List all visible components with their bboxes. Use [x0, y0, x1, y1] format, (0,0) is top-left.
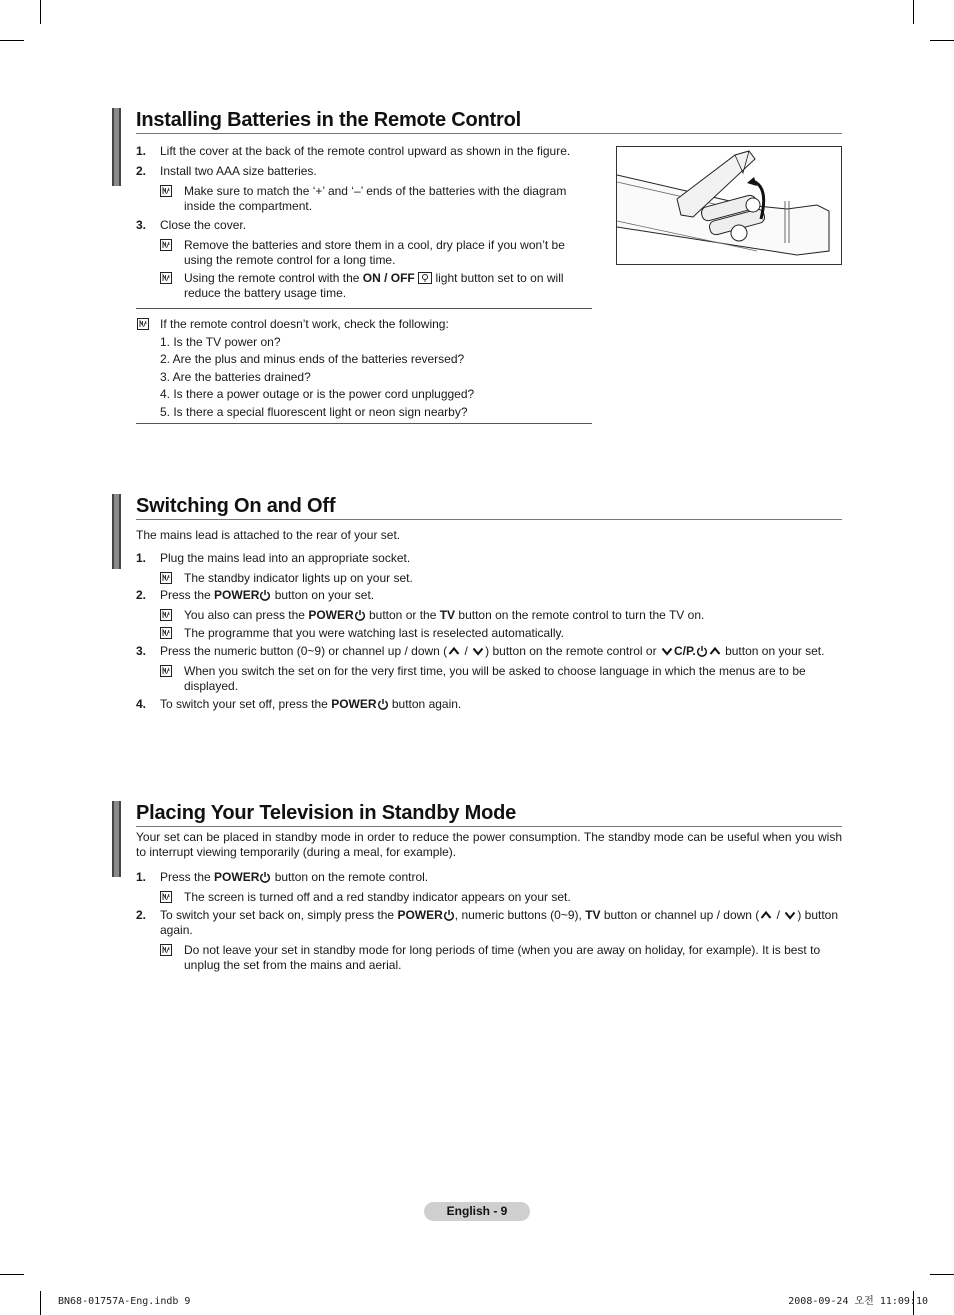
intro-text: Your set can be placed in standby mode in order to reduce the power consumption. The standby mode can be useful when you wish to interrupt viewing temporarily (during a meal, for example).: [136, 830, 842, 859]
note: [160, 184, 588, 214]
note: [160, 238, 588, 268]
crop-mark: [930, 40, 954, 41]
note-icon: [160, 185, 172, 197]
step-number: 3.: [136, 644, 147, 658]
note-icon: [160, 609, 172, 621]
step-number: 1.: [136, 870, 147, 884]
note-text: When you switch the set on for the very first time, you will be asked to choose language in which the menus are to be displayed.: [184, 664, 806, 693]
footer-file-name: BN68-01757A-Eng.indb 9: [58, 1296, 191, 1307]
remote-illustration: [617, 147, 841, 264]
power-icon: [377, 698, 389, 710]
text-run: button on your set.: [721, 644, 825, 658]
text-run: /: [773, 908, 784, 922]
text-run: button again.: [388, 697, 462, 711]
step-3: [136, 644, 842, 659]
note: [160, 626, 842, 641]
note-icon: [160, 944, 172, 956]
note-icon: [160, 891, 172, 903]
note-icon: [160, 665, 172, 677]
power-icon: [354, 609, 366, 621]
note-text: Make sure to match the ‘+’ and ‘–’ ends of the batteries with the diagram inside the compartment.: [184, 184, 567, 213]
section-bar: [112, 108, 121, 186]
crop-mark: [0, 1274, 24, 1275]
step-text: [160, 908, 842, 938]
chevron-down-icon: [660, 645, 674, 657]
text-run: , numeric buttons (0~9),: [454, 908, 586, 922]
section-body: [136, 144, 588, 301]
step-2: [136, 588, 842, 603]
tv-label: TV: [585, 908, 601, 922]
step-2: [136, 164, 588, 179]
step-text: Lift the cover at the back of the remote control upward as shown in the figure.: [160, 144, 571, 158]
text-run: You also can press the: [184, 608, 309, 622]
crop-mark: [913, 0, 914, 24]
note: [160, 271, 588, 301]
note-text: light button set to on will reduce the battery usage time.: [184, 271, 564, 300]
text-run: /: [461, 644, 472, 658]
step-text: [160, 697, 842, 712]
note: [160, 664, 842, 694]
section-title: Installing Batteries in the Remote Control: [136, 108, 842, 134]
step-text: Install two AAA size batteries.: [160, 164, 317, 178]
footer-timestamp: 2008-09-24 오전 11:09:10: [788, 1296, 928, 1307]
step-4: [136, 697, 842, 712]
remote-battery-figure: [616, 146, 842, 265]
step-1: [136, 144, 588, 159]
note-icon: [160, 572, 172, 584]
text-run: To switch your set off, press the: [160, 697, 332, 711]
text-run: ) button on the remote control or: [485, 644, 660, 658]
note-text: Remove the batteries and store them in a cool, dry place if you won’t be using the remote control for a long time.: [184, 238, 565, 267]
cp-label: C/P.: [673, 644, 696, 658]
list-item: 5. Is there a special fluorescent light or neon sign nearby?: [160, 404, 468, 419]
power-icon: [259, 871, 271, 883]
text-run: To switch your set back on, simply press the: [160, 908, 398, 922]
note-icon: [160, 272, 172, 284]
chevron-up-icon: [759, 909, 773, 921]
power-label: POWER: [214, 588, 260, 602]
step-1: [136, 551, 842, 566]
text-run: ) button again.: [160, 908, 839, 937]
page-number-badge: English - 9: [424, 1202, 530, 1221]
chevron-up-icon: [447, 645, 461, 657]
note-text: The standby indicator lights up on your set.: [184, 571, 413, 585]
step-text: [160, 588, 842, 603]
step-2: [136, 908, 842, 938]
power-label: POWER: [214, 870, 260, 884]
note-text: Using the remote control with the: [184, 271, 363, 285]
section-bar: [112, 494, 121, 569]
note-text: The screen is turned off and a red standby indicator appears on your set.: [184, 890, 571, 904]
power-icon: [443, 909, 455, 921]
step-text: [160, 870, 842, 885]
step-3: [136, 218, 588, 233]
list-item: 1. Is the TV power on?: [160, 334, 281, 349]
list-item: 2. Are the plus and minus ends of the batteries reversed?: [160, 352, 465, 366]
note-icon: [160, 239, 172, 251]
troubleshooting-note: [136, 308, 592, 424]
power-label: POWER: [308, 608, 354, 622]
step-number: 1.: [136, 144, 147, 158]
text-run: Press the numeric button (0~9) or channel up / down (: [160, 644, 448, 658]
on-off-label: ON / OFF: [362, 271, 415, 285]
section-title: Placing Your Television in Standby Mode: [136, 801, 842, 827]
section-body: [136, 830, 842, 973]
power-label: POWER: [397, 908, 443, 922]
note: [160, 890, 842, 905]
intro-text: The mains lead is attached to the rear of your set.: [136, 528, 401, 542]
chevron-down-icon: [471, 645, 485, 657]
step-number: 1.: [136, 551, 147, 565]
text-run: Press the: [160, 870, 215, 884]
note: [160, 608, 842, 623]
step-number: 3.: [136, 218, 147, 232]
step-text: Close the cover.: [160, 218, 247, 232]
step-1: [136, 870, 842, 885]
text-run: button on the remote control to turn the TV on.: [455, 608, 705, 622]
text-run: button or the: [365, 608, 440, 622]
tv-label: TV: [439, 608, 456, 622]
step-text: Plug the mains lead into an appropriate socket.: [160, 551, 411, 565]
note: [160, 571, 842, 586]
power-icon: [259, 589, 271, 601]
text-run: button on the remote control.: [271, 870, 429, 884]
note-icon: [160, 627, 172, 639]
note-icon: [137, 318, 149, 330]
light-button-icon: [418, 272, 432, 284]
crop-mark: [40, 1291, 41, 1315]
chevron-down-icon: [783, 909, 797, 921]
note: [160, 943, 842, 973]
step-number: 2.: [136, 588, 147, 602]
note-text: Do not leave your set in standby mode for long periods of time (when you are away on holiday, for example). It is best to unplug the set from the mains and aerial.: [184, 943, 821, 972]
section-bar: [112, 801, 121, 877]
step-number: 2.: [136, 908, 147, 922]
power-icon: [696, 645, 708, 657]
note-intro: If the remote control doesn’t work, check the following:: [160, 317, 449, 331]
text-run: Press the: [160, 588, 215, 602]
step-number: 4.: [136, 697, 147, 711]
note-text: The programme that you were watching last is reselected automatically.: [184, 626, 564, 640]
step-number: 2.: [136, 164, 147, 178]
crop-mark: [930, 1274, 954, 1275]
chevron-up-icon: [708, 645, 722, 657]
section-title: Switching On and Off: [136, 494, 842, 520]
crop-mark: [40, 0, 41, 24]
text-run: button on your set.: [271, 588, 375, 602]
list-item: 4. Is there a power outage or is the power cord unplugged?: [160, 387, 475, 401]
power-label: POWER: [331, 697, 377, 711]
step-text: [160, 644, 842, 659]
section-body: [136, 528, 842, 712]
crop-mark: [0, 40, 24, 41]
text-run: button or channel up / down (: [600, 908, 760, 922]
list-item: 3. Are the batteries drained?: [160, 369, 311, 384]
